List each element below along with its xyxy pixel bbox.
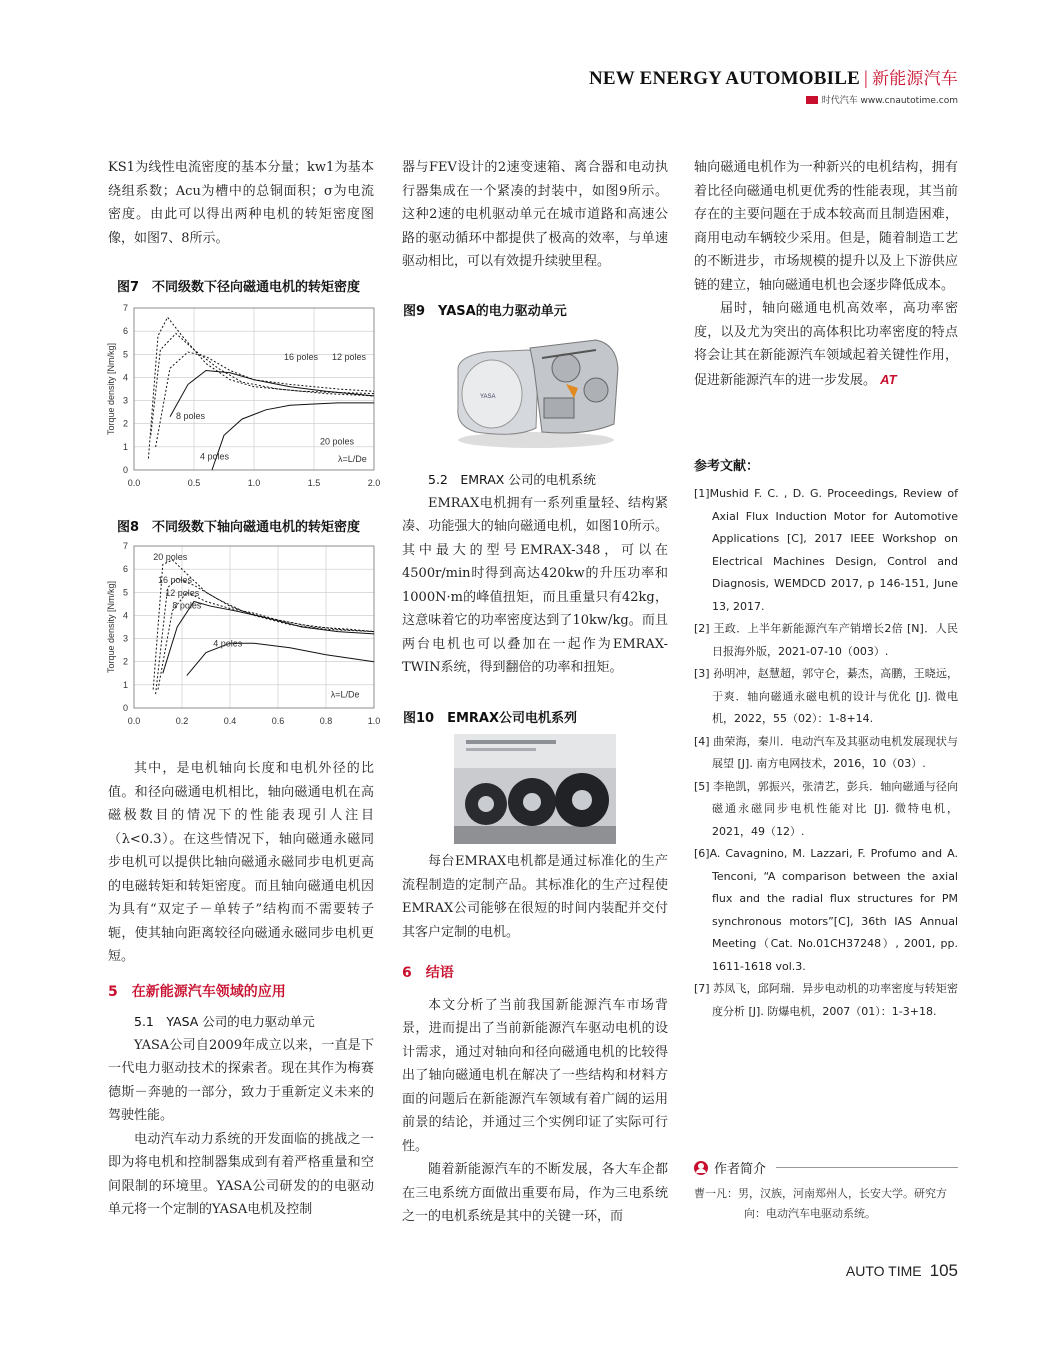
col2-paragraph-3: 每台EMRAX电机都是通过标准化的生产流程制造的定制产品。其标准化的生产过程使EMRAX公司能够在很短的时间内装配并交付其客户定制的电机。 <box>402 854 668 940</box>
emrax-motors-image <box>454 734 616 844</box>
x-tick-label: 1.0 <box>247 478 261 488</box>
column-1 <box>108 156 374 250</box>
fig8-caption: 图8 不同级数下轴向磁通电机的转矩密度 <box>117 520 361 535</box>
y-tick-label: 6 <box>122 326 128 337</box>
x-tick-label: 0.4 <box>223 716 237 726</box>
x-tick-label: 0.2 <box>175 716 189 726</box>
section-5-heading: 5 在新能源汽车领域的应用 <box>108 983 286 1000</box>
plot-frame <box>134 546 374 708</box>
annotation-label: 16 poles <box>158 575 193 586</box>
col2-paragraph-2: EMRAX电机拥有一系列重量轻、结构紧凑、功能强大的轴向磁通电机，如图10所示。其中最大的型号EMRAX-348，可以在4500r/min时得到高达420kw的升压功率和1000N·m的峰值扭矩，而且重量只有42kg，这意味着它的功率密度达到了10kw/kg。而且两台电机也可以叠加在一起作为EMRAX-TWIN系统，得到翻倍的功率和扭矩。 <box>402 495 668 675</box>
author-bio: 曹一凡：男，汉族，河南郑州人，长安大学。研究方向：电动汽车电驱动系统。 <box>694 1187 947 1220</box>
x-tick-label: 0.0 <box>127 478 141 488</box>
reference-item: [6]A. Cavagnino, M. Lazzari, F. Profumo and A. Tenconi, “A comparison between the axial flux and the radial flux structures for PM synchronous motors”[C], 36th IAS Annual Meeting（Cat. No.01CH37248）, 2001, pp. 1611-1618 vol.3. <box>694 847 958 973</box>
x-tick-label: 0.8 <box>319 716 333 726</box>
y-tick-label: 6 <box>122 564 128 575</box>
section-6-heading: 6 结语 <box>402 965 454 981</box>
magazine-header <box>589 64 958 90</box>
fig9-caption: 图9 YASA的电力驱动单元 <box>403 304 567 319</box>
annotation-label: 8 poles <box>172 600 202 611</box>
fig7-chart <box>104 300 384 498</box>
y-tick-label: 7 <box>122 541 128 551</box>
x-tick-label: 0.5 <box>187 478 201 488</box>
col3-paragraph-1: 轴向磁通电机作为一种新兴的电机结构，拥有着比径向磁通电机更优秀的性能表现，其当前存在的主要问题在于成本较高而且制造困难，商用电动车辆较少采用。但是，随着制造工艺的不断进步，市场规模的提升以及上下游供应链的建立，轴向磁通电机也会逐步降低成本。 <box>694 160 958 293</box>
header-title-zh: 新能源汽车 <box>872 69 958 89</box>
y-tick-label: 5 <box>122 587 128 598</box>
annotation-label: 12 poles <box>165 587 200 598</box>
header-separator: | <box>863 68 868 89</box>
annotation-label: 12 poles <box>332 352 367 363</box>
yasa-drive-unit-image <box>446 328 626 454</box>
reference-item: [5] 李艳凯，郭振兴，张清艺，彭兵．轴向磁通与径向磁通永磁同步电机性能对比 [J]. 微特电机，2021，49（12）. <box>694 779 958 838</box>
y-tick-label: 5 <box>122 349 128 360</box>
column-2-middle <box>402 468 668 680</box>
reference-item: [3] 孙明冲，赵慧超，郭守仑，綦杰，高鹏，王晓远，于爽．轴向磁通永磁电机的设计与优化 [J]. 微电机，2022，55（02）：1-8+14. <box>694 667 958 725</box>
header-source <box>806 93 958 106</box>
x-tick-label: 2.0 <box>367 478 381 488</box>
annotation-label: 16 poles <box>284 352 319 363</box>
annotation-label: 20 poles <box>153 551 188 562</box>
footer-magazine: AUTO TIME <box>845 1263 922 1279</box>
annotation-label: 4 poles <box>213 638 243 649</box>
x-tick-label: 0.0 <box>127 716 141 726</box>
y-tick-label: 7 <box>122 303 128 313</box>
author-title: 作者简介 <box>714 1162 767 1177</box>
col3-paragraph-2-text: 届时，轴向磁通电机高效率，高功率密度，以及尤为突出的高体积比功率密度的特点将会让其在新能源汽车领域起着关键性作用，促进新能源汽车的进一步发展。 <box>694 301 958 388</box>
author-divider <box>776 1167 958 1168</box>
references-list <box>694 483 958 1023</box>
col1-paragraph-1: KS1为线性电流密度的基本分量；kw1为基本绕组系数；Acu为槽中的总铜面积；σ为电流密度。由此可以得出两种电机的转矩密度图像，如图7、8所示。 <box>108 160 374 246</box>
reference-item: [7] 苏凤飞，邱阿瑞．异步电动机的功率密度与转矩密度分析 [J]. 防爆电机，2007（01）：1-3+18. <box>694 982 958 1018</box>
y-tick-label: 2 <box>122 656 128 667</box>
y-tick-label: 0 <box>122 465 128 475</box>
author-section-header <box>694 1158 958 1177</box>
fig8-chart <box>104 538 384 734</box>
column-3 <box>694 156 958 392</box>
col2-paragraph-4: 本文分析了当前我国新能源汽车市场背景，进而提出了当前新能源汽车驱动电机的设计需求，通过对轴向和径向磁通电机的比较得出了轴向磁通电机在解决了一些结构和材料方面的问题后在新能源汽车领域有着广阔的运用前景的结论，并通过三个实例印证了实际可行性。 <box>402 997 668 1154</box>
series-line <box>156 352 374 447</box>
section-5-1-heading: 5.1 YASA 公司的电力驱动单元 <box>134 1014 315 1029</box>
y-axis-label: Torque density [Nm/kg] <box>106 580 116 674</box>
header-title-en: NEW ENERGY AUTOMOBILE <box>589 68 860 89</box>
x-tick-label: 1.5 <box>307 478 321 488</box>
annotation-label: λ=L/De <box>330 689 360 700</box>
fig10-caption: 图10 EMRAX公司电机系列 <box>403 711 578 726</box>
y-tick-label: 1 <box>122 441 128 452</box>
annotation-label: 8 poles <box>176 411 206 422</box>
svg-text:YASA: YASA <box>480 394 496 400</box>
y-tick-label: 1 <box>122 679 128 690</box>
col1-paragraph-2: 其中，是电机轴向长度和电机外径的比值。和径向磁通电机相比，轴向磁通电机在高磁极数目的情况下的性能表现引人注目（λ<0.3）。在这些情况下，轴向磁通永磁同步电机可以提供比轴向磁通永磁同步电机更高的电磁转矩和转矩密度。而且轴向磁通电机因为具有“双定子－单转子”结构而不需要转子轭，使其轴向距离较径向磁通永磁同步电机更短。 <box>108 761 374 964</box>
y-tick-label: 3 <box>122 633 128 644</box>
annotation-label: λ=L/De <box>338 453 367 464</box>
series-line <box>163 602 374 674</box>
page-number: 105 <box>929 1261 958 1280</box>
column-2-lower <box>402 850 668 1229</box>
y-tick-label: 4 <box>122 372 128 383</box>
page-footer <box>846 1261 958 1281</box>
person-icon <box>694 1161 708 1175</box>
y-tick-label: 2 <box>122 418 128 429</box>
reference-item: [2] 王政．上半年新能源汽车产销增长2倍 [N]．人民日报海外版，2021-07-10（003）. <box>694 622 958 658</box>
col2-paragraph-1: 器与FEV设计的2速变速箱、离合器和电动执行器集成在一个紧凑的封装中，如图9所示。这种2速的电机驱动单元在城市道路和高速公路的驱动循环中都提供了极高的效率，与单速驱动相比，可以有效提升续驶里程。 <box>402 160 668 269</box>
end-mark-icon: AT <box>880 371 897 387</box>
references-title: 参考文献： <box>694 459 760 474</box>
section-5-2-heading: 5.2 EMRAX 公司的电机系统 <box>428 472 596 487</box>
y-tick-label: 3 <box>122 395 128 406</box>
y-tick-label: 4 <box>122 610 128 621</box>
y-axis-label: Torque density [Nm/kg] <box>106 342 116 436</box>
fig7-caption: 图7 不同级数下径向磁通电机的转矩密度 <box>117 280 361 295</box>
column-1-lower <box>108 757 374 1222</box>
reference-item: [4] 曲荣海，秦川．电动汽车及其驱动电机发展现状与展望 [J]. 南方电网技术，2016，10（03）. <box>694 734 958 770</box>
col3-paragraph-2 <box>694 297 958 392</box>
annotation-label: 4 poles <box>200 451 230 462</box>
reference-item: [1]Mushid F. C. , D. G. Proceedings, Review of Axial Flux Induction Motor for Automotive Applications [C], 2017 IEEE Workshop on Electrical Machines Design, Control and Diagnosis, WEMDCD 2017, p 146-151, June 13, 2017. <box>694 487 958 613</box>
x-tick-label: 1.0 <box>367 716 381 726</box>
col1-paragraph-3: YASA公司自2009年成立以来，一直是下一代电力驱动技术的探索者。现在其作为梅赛德斯－奔驰的一部分，致力于重新定义未来的驾驶性能。 <box>108 1037 374 1123</box>
x-tick-label: 0.6 <box>271 716 285 726</box>
y-tick-label: 0 <box>122 703 128 713</box>
col2-paragraph-5: 随着新能源汽车的不断发展，各大车企都在三电系统方面做出重要布局，作为三电系统之一的电机系统是其中的关键一环，而 <box>402 1162 668 1224</box>
header-source-text: 时代汽车 www.cnautotime.com <box>821 96 958 106</box>
col1-paragraph-4: 电动汽车动力系统的开发面临的挑战之一即为将电机和控制器集成到有着严格重量和空间限制的环境里。YASA公司研发的的电驱动单元将一个定制的YASA电机及控制 <box>108 1131 374 1217</box>
autotime-logo-icon <box>806 96 818 104</box>
column-2 <box>402 156 668 274</box>
annotation-label: 20 poles <box>320 436 355 447</box>
